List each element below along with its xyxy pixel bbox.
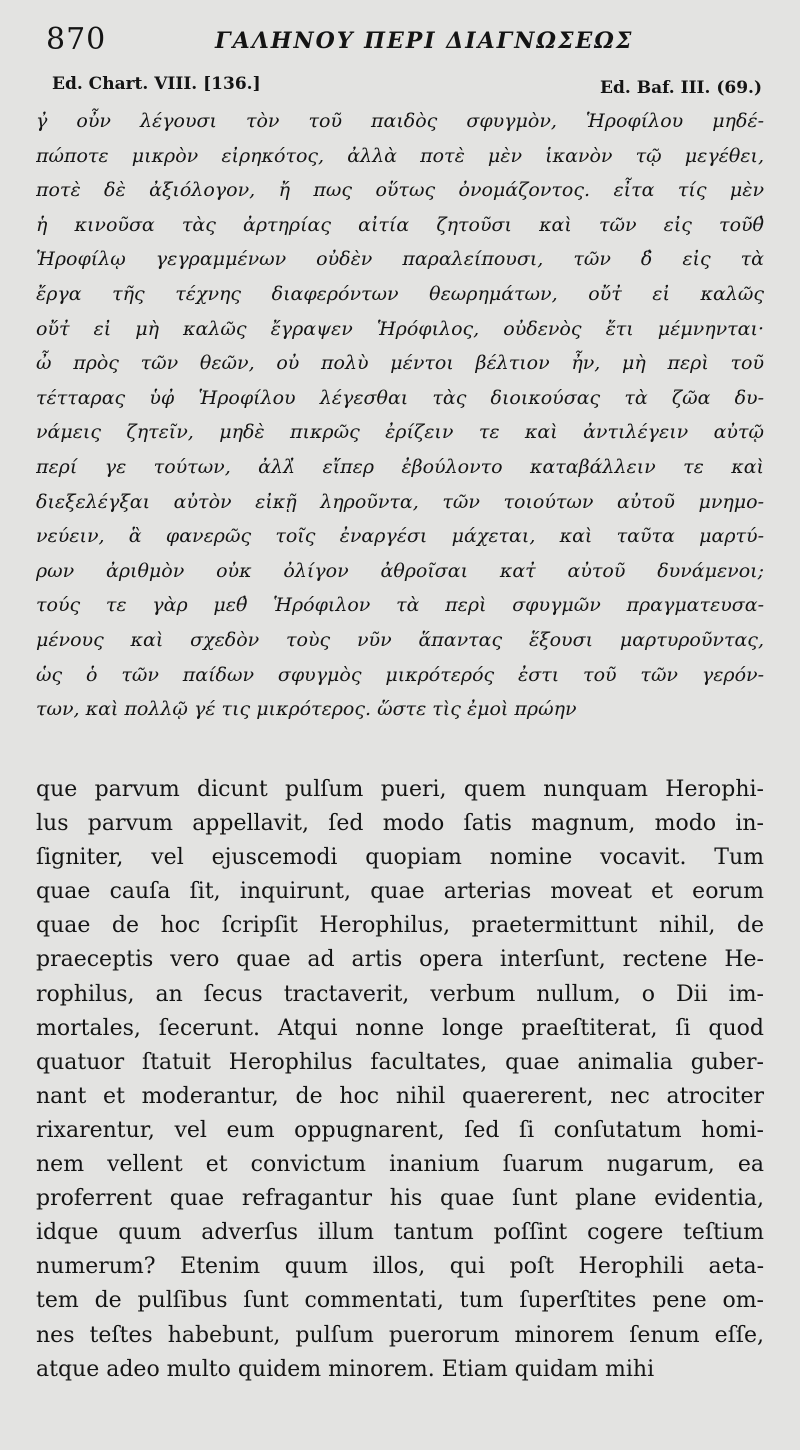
running-title: ΓΑΛΗΝΟΥ ΠΕΡΙ ΔΙΑΓΝΩΣΕΩΣ (215, 28, 634, 54)
latin-text-line: nes teſtes habebunt, pulſum puerorum minorem ſenum eſſe, (36, 1322, 764, 1348)
page-number: 870 (46, 22, 107, 57)
latin-text-line: nem vellent et convictum inanium ſuarum nugarum, ea (36, 1152, 764, 1178)
greek-text-line: πώποτε μικρὸν εἰρηκότος, ἀλλὰ ποτὲ μὲν ἱκανὸν τῷ μεγέθει, (36, 144, 764, 167)
greek-text-line: Ἡροφίλῳ γεγραμμένων οὐδὲν παραλείπουσι, τῶν δ̓ εἰς τὰ (36, 248, 764, 271)
greek-text-line: των, καὶ πολλῷ γέ τις μικρότερος. ὥστε τὶς ἐμοὶ πρώην (36, 698, 577, 721)
latin-text-line: proferrent quae refragantur his quae ſunt plane evidentia, (36, 1186, 764, 1212)
greek-text-line: τούς τε γὰρ μεθ̓ Ἡρόφιλον τὰ περὶ σφυγμῶν πραγματευσα- (36, 594, 764, 617)
latin-text-line: rophilus, an ſecus tractaverit, verbum nullum, o Dii im- (36, 981, 764, 1007)
greek-text-line: ἔργα τῆς τέχνης διαφερόντων θεωρημάτων, οὔτ̓ εἰ καλῶς (36, 282, 764, 305)
latin-text-block (36, 773, 764, 1387)
greek-text-line: οὔτ̓ εἰ μὴ καλῶς ἔγραψεν Ἡρόφιλος, οὐδενὸς ἔτι μέμνηνται· (36, 317, 764, 340)
latin-text-line: que parvum dicunt pulſum pueri, quem nunquam Herophi- (36, 777, 764, 802)
greek-text-line: περί γε τούτων, ἀλλ̓ εἴπερ ἐβούλοντο καταβάλλειν τε καὶ (36, 455, 764, 478)
latin-text-line: ſigniter, vel ejuscemodi quopiam nomine vocavit. Tum (36, 845, 764, 871)
greek-text-line: ὦ πρὸς τῶν θεῶν, οὐ πολὺ μέντοι βέλτιον ἦν, μὴ περὶ τοῦ (36, 352, 764, 375)
latin-text-line: atque adeo multo quidem minorem. Etiam quidam mihi (36, 1356, 655, 1382)
latin-text-line: numerum? Etenim quum illos, qui poſt Herophili aeta- (36, 1254, 764, 1280)
greek-text-line: ἡ κινοῦσα τὰς ἀρτηρίας αἰτία ζητοῦσι καὶ τῶν εἰς τοῦθ̓ (36, 213, 764, 236)
greek-text-line: διεξελέγξαι αὐτὸν εἰκῇ ληροῦντα, τῶν τοιούτων αὐτοῦ μνημο- (36, 490, 764, 513)
latin-text-line: lus parvum appellavit, ſed modo ſatis magnum, modo in- (36, 811, 764, 837)
latin-text-line: mortales, ſecerunt. Atqui nonne longe praeſtiterat, ſi quod (36, 1015, 764, 1041)
greek-text-line: νεύειν, ἃ φανερῶς τοῖς ἐναργέσι μάχεται, καὶ ταῦτα μαρτύ- (36, 525, 764, 548)
greek-text-line: νάμεις ζητεῖν, μηδὲ πικρῶς ἐρίζειν τε καὶ ἀντιλέγειν αὐτῷ (36, 421, 764, 444)
latin-text-line: praeceptis vero quae ad artis opera interſunt, rectene He- (36, 947, 764, 973)
latin-text-line: idque quum adverſus illum tantum poſſint cogere teſtium (36, 1220, 764, 1246)
latin-text-line: quatuor ſtatuit Herophilus facultates, quae animalia guber- (36, 1049, 764, 1075)
greek-text-line: μένους καὶ σχεδὸν τοὺς νῦν ἅπαντας ἕξουσι μαρτυροῦντας, (36, 628, 764, 651)
latin-text-line: quae cauſa ſit, inquirunt, quae arterias moveat et eorum (36, 879, 764, 905)
greek-text-line: τέτταρας ὑφ̓ Ἡροφίλου λέγεσθαι τὰς διοικούσας τὰ ζῶα δυ- (36, 386, 764, 409)
latin-text-line: quae de hoc ſcripſit Herophilus, praetermittunt nihil, de (36, 913, 764, 939)
greek-text-line: ποτὲ δὲ ἀξιόλογον, ἤ πως οὕτως ὀνομάζοντος. εἶτα τίς μὲν (36, 179, 764, 202)
greek-text-block (36, 104, 764, 727)
latin-text-line: rixarentur, vel eum oppugnarent, ſed ſi conſutatum homi- (36, 1117, 764, 1143)
greek-text-line: ὡς ὁ τῶν παίδων σφυγμὸς μικρότερός ἐστι τοῦ τῶν γερόν- (36, 663, 764, 686)
latin-text-line: tem de pulſibus ſunt commentati, tum ſuperſtites pene om- (36, 1288, 764, 1314)
greek-text-line: ρων ἀριθμὸν οὐκ ὀλίγον ἀθροῖσαι κατ̓ αὐτοῦ δυνάμενοι; (36, 559, 764, 582)
edition-reference-right: Ed. Baf. III. (69.) (600, 78, 762, 98)
greek-text-line: γ̓ οὖν λέγουσι τὸν τοῦ παιδὸς σφυγμὸν, Ἡροφίλου μηδέ- (36, 110, 764, 132)
edition-reference-left: Ed. Chart. VIII. [136.] (52, 74, 261, 94)
latin-text-line: nant et moderantur, de hoc nihil quaererent, nec atrociter (36, 1083, 764, 1109)
